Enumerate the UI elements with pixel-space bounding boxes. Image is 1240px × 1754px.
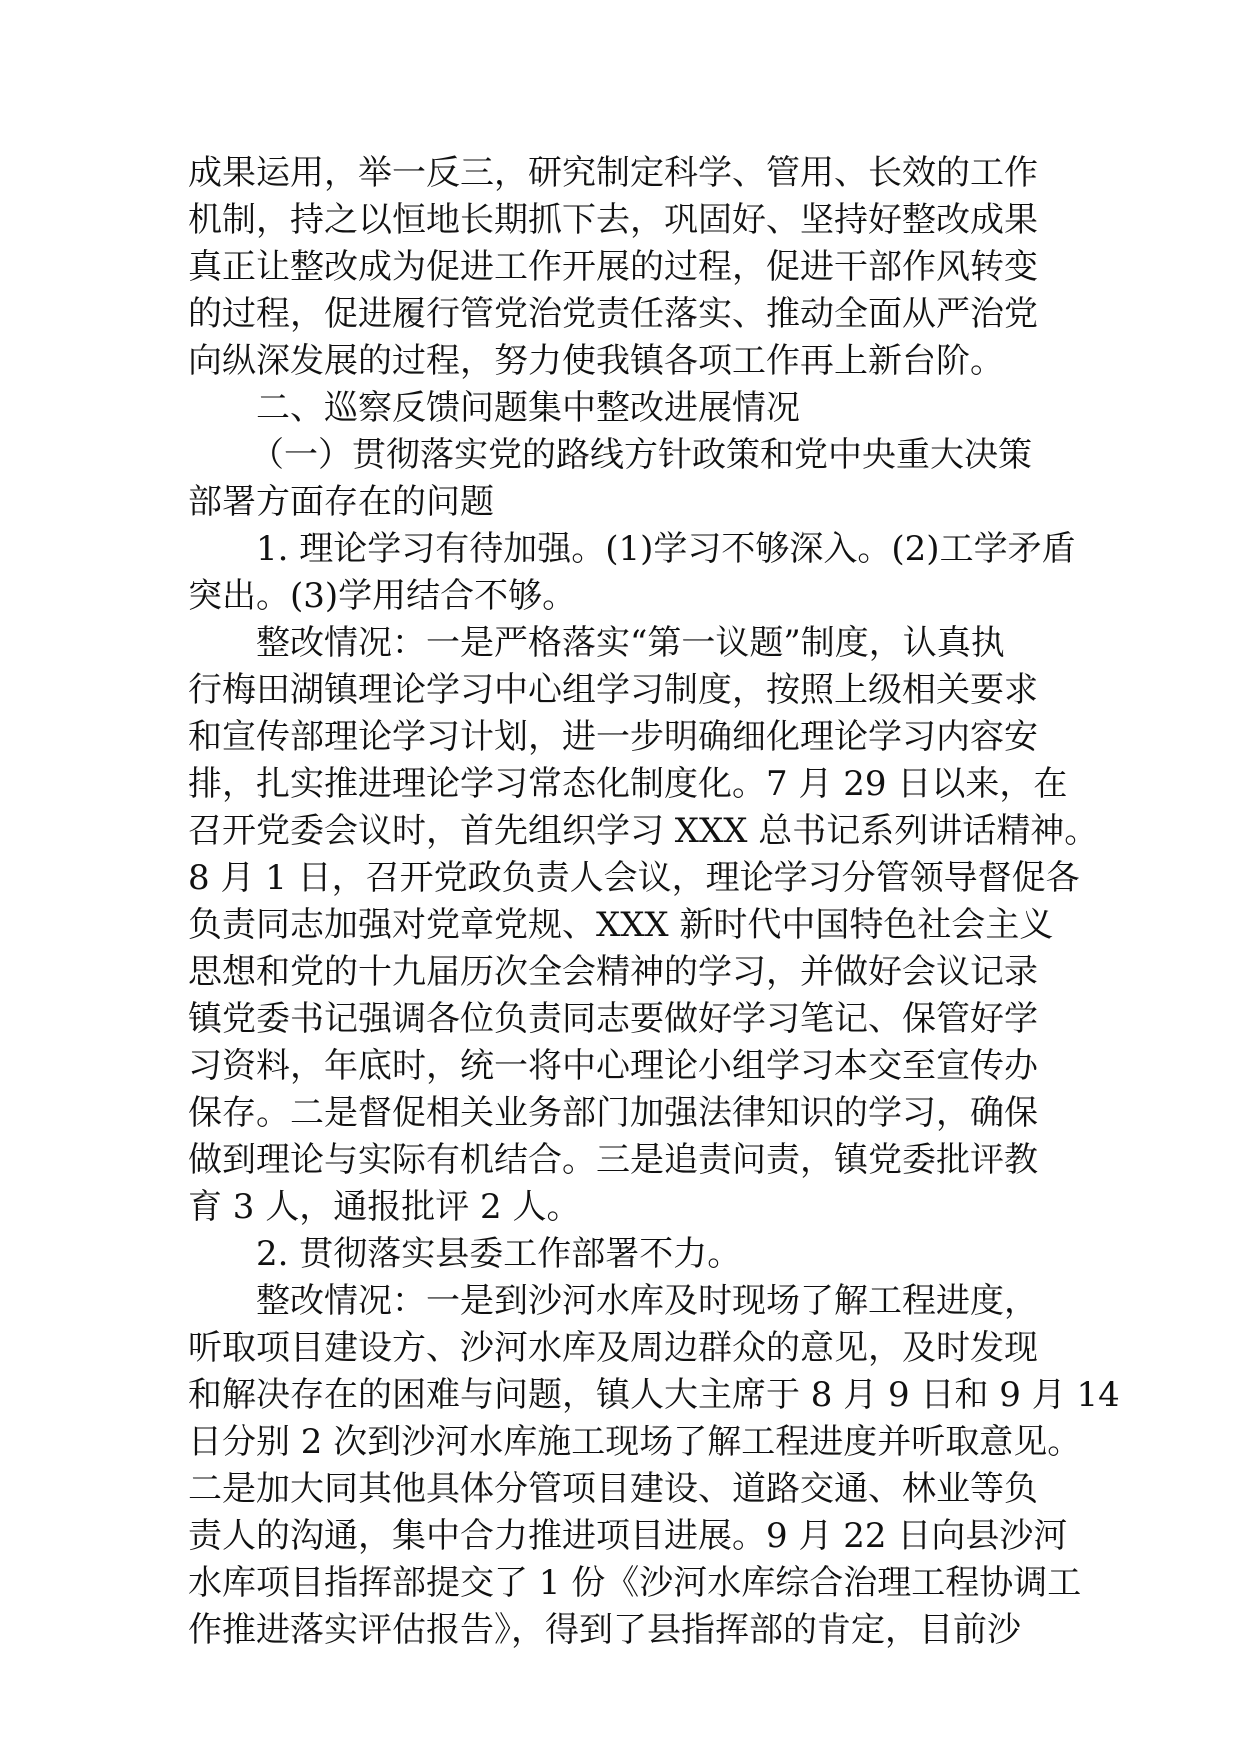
- text-line: 行梅田湖镇理论学习中心组学习制度，按照上级相关要求: [188, 670, 1038, 710]
- text-line: 真正让整改成为促进工作开展的过程，促进干部作风转变: [188, 247, 1038, 287]
- text-line: 和宣传部理论学习计划，进一步明确细化理论学习内容安: [188, 717, 1038, 757]
- issue-heading: 2. 贯彻落实县委工作部署不力。: [256, 1234, 742, 1274]
- text-line: 做到理论与实际有机结合。三是追责问责，镇党委批评教: [188, 1140, 1038, 1180]
- text-line: 思想和党的十九届历次全会精神的学习，并做好会议记录: [188, 952, 1038, 992]
- text-line: 负责同志加强对党章党规、XXX 新时代中国特色社会主义: [188, 905, 1054, 945]
- text-line: 部署方面存在的问题: [188, 482, 494, 522]
- subsection-heading: （一）贯彻落实党的路线方针政策和党中央重大决策: [250, 435, 1032, 475]
- text-line: 育 3 人，通报批评 2 人。: [188, 1187, 581, 1227]
- text-line: 的过程，促进履行管党治党责任落实、推动全面从严治党: [188, 294, 1038, 334]
- text-line: 责人的沟通，集中合力推进项目进展。9 月 22 日向县沙河: [188, 1516, 1068, 1556]
- text-line: 作推进落实评估报告》，得到了县指挥部的肯定，目前沙: [188, 1610, 1021, 1650]
- text-line: 保存。二是督促相关业务部门加强法律知识的学习，确保: [188, 1093, 1038, 1133]
- text-line: 召开党委会议时，首先组织学习 XXX 总书记系列讲话精神。: [188, 811, 1099, 851]
- text-line: 成果运用，举一反三，研究制定科学、管用、长效的工作: [188, 153, 1038, 193]
- text-line: 日分别 2 次到沙河水库施工现场了解工程进度并听取意见。: [188, 1422, 1082, 1462]
- rectification-paragraph-start: 整改情况：一是到沙河水库及时现场了解工程进度，: [256, 1281, 1038, 1321]
- rectification-paragraph-start: 整改情况：一是严格落实“第一议题”制度，认真执: [256, 623, 1005, 663]
- text-line: 8 月 1 日，召开党政负责人会议，理论学习分管领导督促各: [188, 858, 1080, 898]
- text-line: 向纵深发展的过程，努力使我镇各项工作再上新台阶。: [188, 341, 1004, 381]
- text-line: 排，扎实推进理论学习常态化制度化。7 月 29 日以来，在: [188, 764, 1068, 804]
- text-line: 机制，持之以恒地长期抓下去，巩固好、坚持好整改成果: [188, 200, 1038, 240]
- section-heading: 二、巡察反馈问题集中整改进展情况: [256, 388, 800, 428]
- text-line: 镇党委书记强调各位负责同志要做好学习笔记、保管好学: [188, 999, 1038, 1039]
- text-line: 突出。(3)学用结合不够。: [188, 576, 577, 616]
- document-body: [188, 150, 1120, 1654]
- text-line: 听取项目建设方、沙河水库及周边群众的意见，及时发现: [188, 1328, 1038, 1368]
- text-line: 习资料，年底时，统一将中心理论小组学习本交至宣传办: [188, 1046, 1038, 1086]
- text-line: 和解决存在的困难与问题，镇人大主席于 8 月 9 日和 9 月 14: [188, 1375, 1120, 1415]
- text-line: 二是加大同其他具体分管项目建设、道路交通、林业等负: [188, 1469, 1038, 1509]
- text-line: 水库项目指挥部提交了 1 份《沙河水库综合治理工程协调工: [188, 1563, 1082, 1603]
- issue-heading: 1. 理论学习有待加强。(1)学习不够深入。(2)工学矛盾: [256, 529, 1076, 569]
